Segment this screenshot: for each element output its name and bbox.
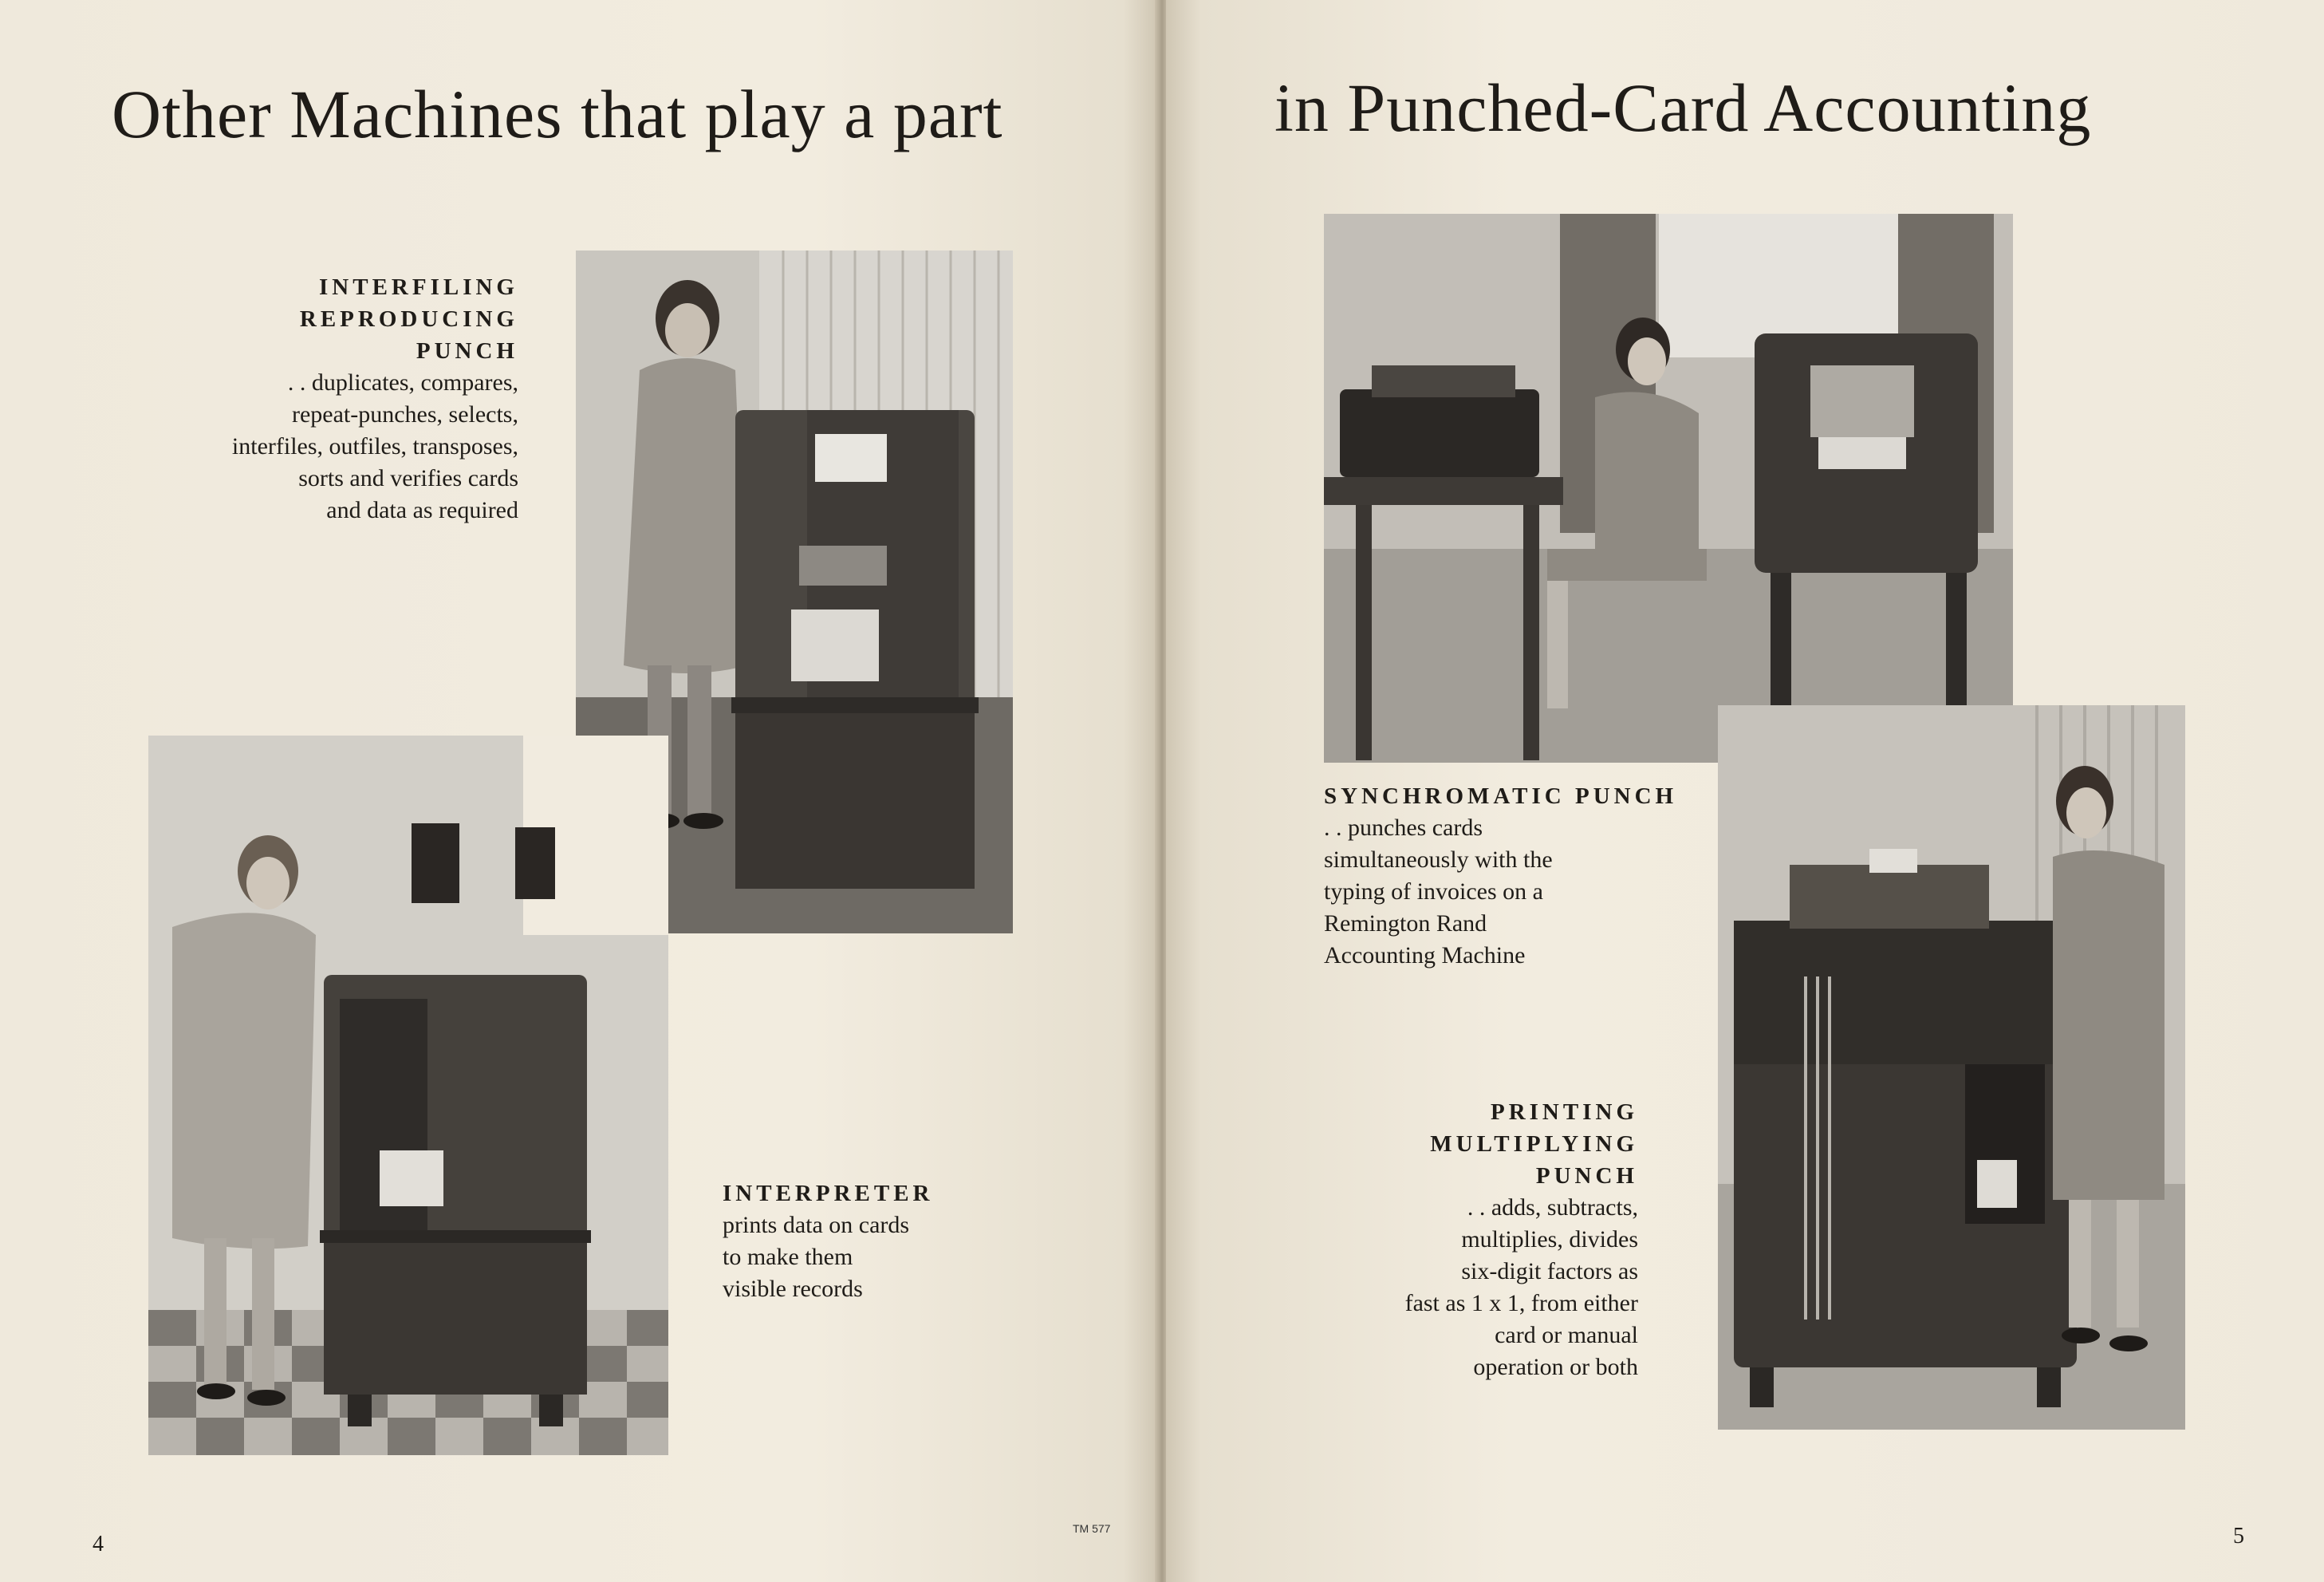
caption-body-line: interfiles, outfiles, transposes, xyxy=(231,433,518,460)
caption-body-line: repeat-punches, selects, xyxy=(291,401,518,428)
caption-body-line: Remington Rand xyxy=(1324,910,1487,937)
synchromatic-caption xyxy=(1324,780,1771,972)
left-page xyxy=(0,0,1158,1582)
caption-heading-line: INTERPRETER xyxy=(723,1181,934,1206)
caption-body-line: operation or both xyxy=(1473,1354,1638,1380)
caption-heading-line: INTERFILING xyxy=(319,274,518,300)
synchromatic-punch-photo xyxy=(1324,214,2013,763)
caption-body-line: multiplies, divides xyxy=(1461,1226,1638,1253)
page-number-right: 5 xyxy=(2233,1524,2244,1548)
caption-body-line: . . duplicates, compares, xyxy=(287,369,518,396)
right-page xyxy=(1166,0,2324,1582)
caption-body-line: fast as 1 x 1, from either xyxy=(1404,1290,1638,1316)
photo-illustration xyxy=(148,736,668,1455)
caption-body-line: . . adds, subtracts, xyxy=(1467,1194,1638,1221)
caption-body-line: prints data on cards xyxy=(723,1212,910,1238)
caption-heading-line: PUNCH xyxy=(1535,1163,1638,1189)
caption-body-line: to make them xyxy=(723,1244,853,1270)
caption-body-line: . . punches cards xyxy=(1324,815,1483,841)
caption-body-line: visible records xyxy=(723,1276,863,1302)
right-page-title: in Punched-Card Accounting xyxy=(1274,69,2092,146)
interpreter-caption xyxy=(723,1178,1058,1305)
caption-heading-line: MULTIPLYING xyxy=(1430,1131,1638,1157)
caption-body-line: sorts and verifies cards xyxy=(298,465,518,491)
caption-heading-line: SYNCHROMATIC PUNCH xyxy=(1324,783,1678,809)
left-page-title: Other Machines that play a part xyxy=(112,76,1003,152)
print-code: TM 577 xyxy=(1073,1522,1111,1535)
interfiling-caption xyxy=(183,271,518,527)
printing-caption xyxy=(1279,1096,1638,1383)
caption-heading-line: PRINTING xyxy=(1490,1099,1638,1125)
caption-heading-line: REPRODUCING xyxy=(299,306,518,332)
caption-heading-line: PUNCH xyxy=(416,338,518,364)
caption-body-line: simultaneously with the xyxy=(1324,846,1553,873)
caption-body-line: card or manual xyxy=(1495,1322,1638,1348)
printing-multiplying-punch-photo xyxy=(1718,705,2185,1430)
caption-body-line: and data as required xyxy=(326,497,518,523)
photo-illustration xyxy=(1324,214,2013,763)
caption-body-line: Accounting Machine xyxy=(1324,942,1526,969)
interpreter-photo xyxy=(148,736,668,1455)
photo-illustration xyxy=(1718,705,2185,1430)
caption-body-line: typing of invoices on a xyxy=(1324,878,1543,905)
page-number-left: 4 xyxy=(93,1532,104,1556)
caption-body-line: six-digit factors as xyxy=(1461,1258,1638,1284)
